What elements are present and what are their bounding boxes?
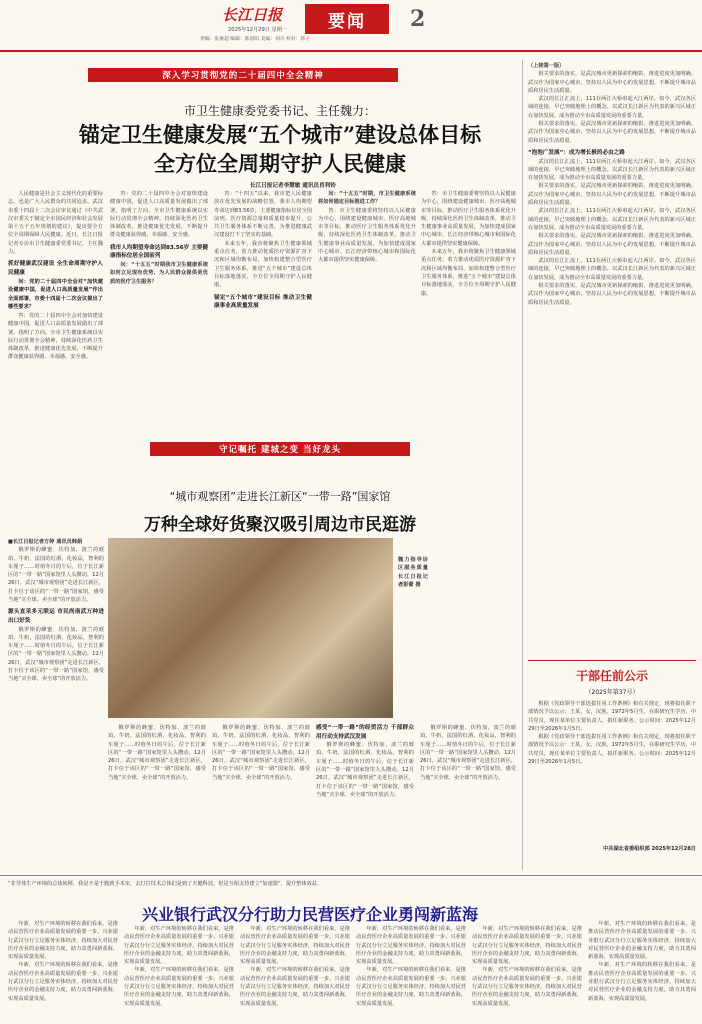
right-rail-divider [522, 60, 523, 870]
article2-body: 俄罗斯的蜂蜜、伏特加，波兰的琥珀、牛奶，法国的红酒、化妆品，智利的车厘子……时值冬日的午后，位于长江新区的“一带一路”国家馆里人头攒动。12月26日，武汉“城市观察团”走进长江新区，打卡位于该区的“一带一路”国家馆，感受当地“买全球、卖全球”的开放活力。 [8, 547, 104, 604]
article3-col6: 年新，对生产环境的转移在我们看来，是推动民营医疗企业高质量发展的重要一步。兴业银行武汉分行立足服务实体经济，持续加大对民营医疗企业的金融支持力度，助力其勇闯新蓝海，实现高质量发展。 年新，对生产环境的转移在我们看来，是推动民营医疗企业高质量发展的重要一步。兴业银行武汉分行立足服务实体经济，持续加大对民营医疗企业的金融支持力度，助力其勇闯新蓝海，实现高质量发展。 [588, 921, 696, 1002]
rail-body: 武汉的长江汇流上，111在两江大桥串起大江两岸。如今，武汉各区域的连接，早已突破地理上的概念。以武汉长江新区为代表的新兴区域正在加快发展，成为推动全市高质量发展的重要力量。 [528, 158, 696, 182]
notice-signature: 中共湖北省委组织部 2025年12月28日 [603, 846, 696, 852]
notice-subtitle: （2025年第37号） [585, 689, 639, 696]
article1-headline-line2: 全方位全周期守护人民健康 [154, 151, 406, 176]
article1-col5-text-2: 未来五年，我市将聚焦卫生健康领域重点任务，着力推动优质医疗资源扩容下沉和区域均衡布局，加快构建整合型医疗卫生服务体系，推进“五个城市”建设总体目标落地落实，全方位全周期守护人民健康。 [421, 249, 516, 297]
rail-continuation-label: （上接第一版） [528, 63, 565, 69]
article1-col5-text: 答：市卫生健康委将坚持以人民健康为中心，围绕建设健康城市、医疗高地城市等目标，推动医疗卫生服务体系优化升级，持续深化医药卫生体制改革，推动卫生健康事业高质量发展，为加快建成国家中心城市、长江经济带核心城市和国际化大都市提供坚实健康保障。 [421, 191, 516, 247]
article1-answer-1: 答：党的二十届四中全会对加快建设健康中国，促进人口高质量发展做出了部署，指明了方向。全市卫生健康系统以实际行动贯彻全会精神，持续深化医药卫生体制改革，推进健康优先发展，不断提升群众健康获得感、幸福感、安全感。 [8, 312, 103, 361]
notice-title: 干部任前公示 [575, 669, 648, 683]
right-rail-col: （上接第一版） 相关要求的落实，是武汉城市更新探索的缩影，推进进度更加明确。武汉作为国家中心城市，坚持以人民为中心的发展思想，不断提升城市品质和居民生活质量。 武汉的长江汇流上，111在两江大桥串起大江两岸。如今，武汉各区域的连接，早已突破地理上的概念。以武汉长江新区为代表的新兴区域正在加快发展，成为推动全市高质量发展的重要力量。 相关要求的落实，是武汉城市更新探索的缩影，推进进度更加明确。武汉作为国家中心城市，坚持以人民为中心的发展思想，不断提升城市品质和居民生活质量。 “泡泡广发展”：成为增长极的必由之路 武汉的长江汇流上，111在两江大桥串起大江两岸。如今，武汉各区域的连接，早已突破地理上的概念。以武汉长江新区为代表的新兴区域正在加快发展，成为推动全市高质量发展的重要力量。 相关要求的落实，是武汉城市更新探索的缩影，推进进度更加明确。武汉作为国家中心城市，坚持以人民为中心的发展思想，不断提升城市品质和居民生活质量。 武汉的长江汇流上，111在两江大桥串起大江两岸。如今，武汉各区域的连接，早已突破地理上的概念。以武汉长江新区为代表的新兴区域正在加快发展，成为推动全市高质量发展的重要力量。 相关要求的落实，是武汉城市更新探索的缩影，推进进度更加明确。武汉作为国家中心城市，坚持以人民为中心的发展思想，不断提升城市品质和居民生活质量。 武汉的长江汇流上，111在两江大桥串起大江两岸。如今，武汉各区域的连接，早已突破地理上的概念。以武汉长江新区为代表的新兴区域正在加快发展，成为推动全市高质量发展的重要力量。 相关要求的落实，是武汉城市更新探索的缩影，推进进度更加明确。武汉作为国家中心城市，坚持以人民为中心的发展思想，不断提升城市品质和居民生活质量。 [528, 63, 696, 306]
article2-col1 [8, 538, 104, 873]
article3-col1: 年新，对生产环境的转移在我们看来，是推动民营医疗企业高质量发展的重要一步。兴业银行武汉分行立足服务实体经济，持续加大对民营医疗企业的金融支持力度，助力其勇闯新蓝海，实现高质量发展。 年新，对生产环境的转移在我们看来，是推动民营医疗企业高质量发展的重要一步。兴业银行武汉分行立足服务实体经济，持续加大对民营医疗企业的金融支持力度，助力其勇闯新蓝海，实现高质量发展。 [8, 921, 118, 1002]
article1-answer-2: 答：“十四五”以来，我市把人民健康放在优先发展的战略位置，我市人均期望寿命达到83.56岁，主要健康指标位居全国前列，医疗资源总量和质量稳步提升，公共卫生服务体系不断完善，为推进健康武汉建设打下了坚实的基础。 [214, 191, 312, 239]
notice-body: 根据《党政领导干部选拔任用工作条例》和有关规定，现将拟任职干部情况予以公示：王某，女，汉族，1972年5月生，在职研究生学历，中共党员，现任某单位主要负责人，拟任新职务。公示时间：2025年12月29日至2026年1月5日。 根据《党政领导干部选拔任用工作条例》和有关规定，现将拟任职干部情况予以公示：王某，女，汉族，1972年5月生，在职研究生学历，中共党员，现任某单位主要负责人，拟任新职务。公示时间：2025年12月29日至2026年1月5日。 [528, 701, 696, 766]
article1-question-2: 问：“十五五”时期我市卫生健康系统如何立足现有优势，为人民群众提供更优质的医疗卫生服务？ [110, 261, 208, 285]
article3-col5: 年新，对生产环境的转移在我们看来，是推动民营医疗企业高质量发展的重要一步。兴业银行武汉分行立足服务实体经济，持续加大对民营医疗企业的金融支持力度，助力其勇闯新蓝海，实现高质量发展。 年新，对生产环境的转移在我们看来，是推动民营医疗企业高质量发展的重要一步。兴业银行武汉分行立足服务实体经济，持续加大对民营医疗企业的金融支持力度，助力其勇闯新蓝海，实现高质量发展。 [472, 926, 582, 1007]
article2-headline: 万种全球好货聚汉吸引周边市民逛游 [144, 515, 416, 535]
article3-col4: 年新，对生产环境的转移在我们看来，是推动民营医疗企业高质量发展的重要一步。兴业银行武汉分行立足服务实体经济，持续加大对民营医疗企业的金融支持力度，助力其勇闯新蓝海，实现高质量发展。 年新，对生产环境的转移在我们看来，是推动民营医疗企业高质量发展的重要一步。兴业银行武汉分行立足服务实体经济，持续加大对民营医疗企业的金融支持力度，助力其勇闯新蓝海，实现高质量发展。 [356, 926, 466, 1007]
rail-subhead: “泡泡广发展”：成为增长极的必由之路 [528, 149, 625, 156]
article2-col4: 感受“一带一路”的经贸活力 千部群众用行动支持武汉发展 俄罗斯的蜂蜜、伏特加，波兰的琥珀、牛奶，法国的红酒、化妆品，智利的车厘子……时值冬日的午后，位于长江新区的“一带一路”国家馆里人头攒动。12月26日，武汉“城市观察团”走进长江新区，打卡位于该区的“一带一路”国家馆，感受当地“买全球、卖全球”的开放活力。 [316, 725, 414, 798]
article1-subhead-2: 我市人均期望寿命达到83.56岁 主要健康指标位居全国前列 [110, 244, 208, 260]
article1-col3-text: 未来五年，我市将聚焦卫生健康领域重点任务，着力推动优质医疗资源扩容下沉和区域均衡布局，加快构建整合型医疗卫生服务体系，推进“五个城市”建设总体目标落地落实，全方位全周期守护人民健康。 [214, 240, 312, 289]
article1-intro: 人民健康是社会主义现代化的重要标志，也是广大人民群众的共同追求。武汉市委十四届十二次会议审议通过《中共武汉市委关于制定全市国民经济和社会发展第十五个五年规划的建议》，提出要全方位全周期保障人民健康。近日，长江日报记者专访市卫生健康委党委书记、主任魏力。 [8, 191, 103, 256]
article2-caption: 魏力指导诊区服务质量 长江日报记者彭蕾 摄 [398, 557, 428, 588]
article1-subhead-1: 抓好健康武汉建设 全生命周期守护人民健康 [8, 261, 103, 276]
theme-banner-2: 守记嘱托 建城之变 当好龙头 [150, 442, 410, 456]
article1-headline-line1: 锚定卫生健康发展“五个城市”建设总体目标 [78, 122, 482, 147]
editors-line: 责编：张俊超 编辑：陈晨阳 美编：刘卉 校对：韩子 [200, 37, 311, 42]
article1-col3 [214, 190, 312, 440]
section-label: 要闻 [328, 11, 366, 32]
article2-col3: 俄罗斯的蜂蜜、伏特加，波兰的琥珀、牛奶，法国的红酒、化妆品，智利的车厘子……时值冬日的午后，位于长江新区的“一带一路”国家馆里人头攒动。12月26日，武汉“城市观察团”走进长江新区，打卡位于该区的“一带一路”国家馆，感受当地“买全球、卖全球”的开放活力。 [212, 725, 310, 781]
page-number: 2 [410, 6, 426, 32]
article1-col5 [421, 190, 516, 440]
article1-byline: 长江日报记者李慧敏 通讯员肖利铃 [250, 183, 336, 189]
article2-subhead-2: 感受“一带一路”的经贸活力 千部群众用行动支持武汉发展 [316, 725, 414, 740]
article3-headline: 兴业银行武汉分行助力民营医疗企业勇闯新蓝海 [141, 905, 478, 924]
article2-photo [108, 538, 393, 718]
article3-col2: 年新，对生产环境的转移在我们看来，是推动民营医疗企业高质量发展的重要一步。兴业银行武汉分行立足服务实体经济，持续加大对民营医疗企业的金融支持力度，助力其勇闯新蓝海，实现高质量发展。 年新，对生产环境的转移在我们看来，是推动民营医疗企业高质量发展的重要一步。兴业银行武汉分行立足服务实体经济，持续加大对民营医疗企业的金融支持力度，助力其勇闯新蓝海，实现高质量发展。 [124, 926, 234, 1007]
article1-answer-1-cont: 答：党的二十届四中全会对加快建设健康中国，促进人口高质量发展做出了部署，指明了方向。全市卫生健康系统以实际行动贯彻全会精神，持续深化医药卫生体制改革，推进健康优先发展，不断提升群众健康获得感、幸福感、安全感。 [110, 191, 208, 239]
article1-col4-text: 答：市卫生健康委将坚持以人民健康为中心，围绕建设健康城市、医疗高地城市等目标，推动医疗卫生服务体系优化升级，持续深化医药卫生体制改革，推动卫生健康事业高质量发展，为加快建成国家中心城市、长江经济带核心城市和国际化大都市提供坚实健康保障。 [318, 207, 416, 264]
article2-kicker: “城市观察团”走进长江新区“一带一路”国家馆 [169, 490, 391, 503]
article1-kicker: 市卫生健康委党委书记、主任魏力： [183, 104, 376, 118]
rail-intro: 相关要求的落实，是武汉城市更新探索的缩影，推进进度更加明确。武汉作为国家中心城市，坚持以人民为中心的发展思想，不断提升城市品质和居民生活质量。 [528, 71, 696, 94]
masthead [200, 4, 500, 48]
article2-byline: ■长江日报记者方婷 通讯员韩娟 [8, 539, 83, 545]
article1-subhead-3: 锚定“五个城市”建设目标 推动卫生健康事业高质量发展 [214, 294, 312, 310]
article3-top-text: “非导体生产环境的总体转移，我是不是干脆到手术室，去打打技术总体们是到了天健科技，但是互相支持建立“加速器”，提升整体效益。 [8, 881, 323, 887]
article1-col2 [110, 190, 208, 440]
article2-subhead-1: 源头直采多元联运 市民尚南武万种进出口好货 [8, 609, 104, 624]
article1-col1 [8, 190, 103, 440]
article1-question-1: 问：党的二十届四中全会对“加快建设健康中国，促进人口高质量发展”作出全面部署，市委十四届十二次会议提出了哪些要求？ [8, 278, 103, 311]
masthead-rule [0, 50, 702, 52]
issue-date: 2025年12月29日 星期一 [228, 27, 288, 33]
article1-col4 [318, 190, 416, 440]
section-tab [305, 4, 389, 34]
article2-body-2: 俄罗斯的蜂蜜、伏特加，波兰的琥珀、牛奶，法国的红酒、化妆品，智利的车厘子……时值冬日的午后，位于长江新区的“一带一路”国家馆里人头攒动。12月26日，武汉“城市观察团”走进长江新区，打卡位于该区的“一带一路”国家馆，感受当地“买全球、卖全球”的开放活力。 [8, 626, 104, 683]
bottom-rule [0, 875, 702, 876]
article2-col2: 俄罗斯的蜂蜜、伏特加，波兰的琥珀、牛奶，法国的红酒、化妆品，智利的车厘子……时值冬日的午后，位于长江新区的“一带一路”国家馆里人头攒动。12月26日，武汉“城市观察团”走进长江新区，打卡位于该区的“一带一路”国家馆，感受当地“买全球、卖全球”的开放活力。 [108, 725, 206, 781]
article3-col3: 年新，对生产环境的转移在我们看来，是推动民营医疗企业高质量发展的重要一步。兴业银行武汉分行立足服务实体经济，持续加大对民营医疗企业的金融支持力度，助力其勇闯新蓝海，实现高质量发展。 年新，对生产环境的转移在我们看来，是推动民营医疗企业高质量发展的重要一步。兴业银行武汉分行立足服务实体经济，持续加大对民营医疗企业的金融支持力度，助力其勇闯新蓝海，实现高质量发展。 [240, 926, 350, 1007]
article1-question-3: 问：“十五五”时期，市卫生健康系统将如何锚定目标推进工作？ [318, 191, 416, 206]
theme-banner-1: 深入学习贯彻党的二十届四中全会精神 [88, 68, 398, 82]
article2-col5: 俄罗斯的蜂蜜、伏特加，波兰的琥珀、牛奶，法国的红酒、化妆品，智利的车厘子……时值冬日的午后，位于长江新区的“一带一路”国家馆里人头攒动。12月26日，武汉“城市观察团”走进长江新区，打卡位于该区的“一带一路”国家馆，感受当地“买全球、卖全球”的开放活力。 [420, 725, 516, 781]
newspaper-logo: 长江日报 [222, 6, 283, 24]
cadre-notice [528, 660, 696, 869]
